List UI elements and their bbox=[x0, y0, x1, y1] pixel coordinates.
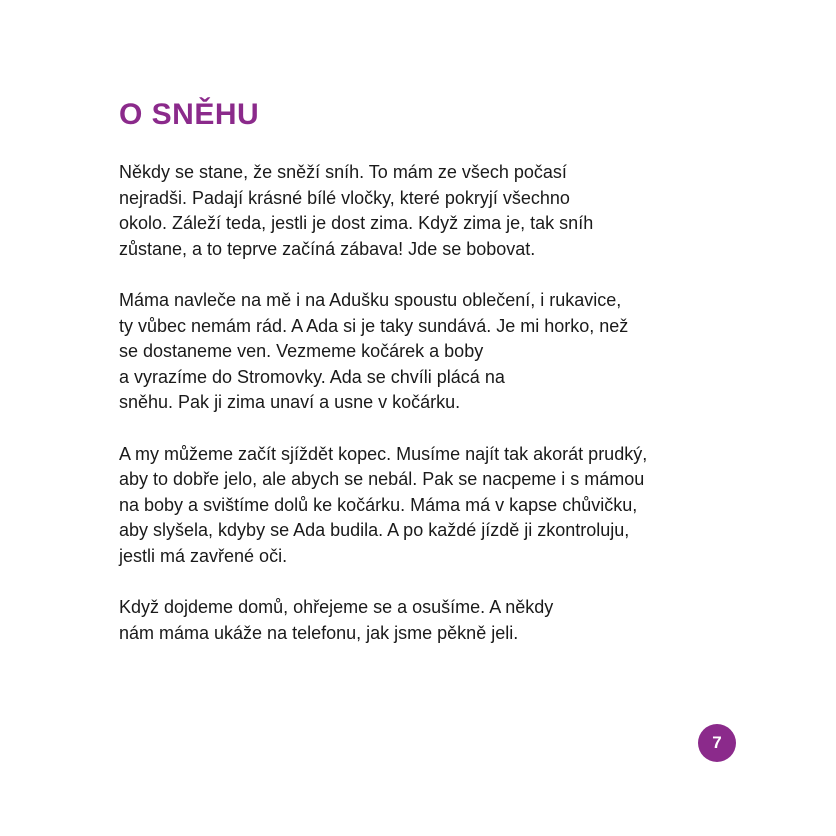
text-line: nám máma ukáže na telefonu, jak jsme pěkně jeli. bbox=[119, 622, 519, 643]
text-line: ty vůbec nemám rád. A Ada si je taky sundává. Je mi horko, než bbox=[119, 315, 629, 336]
paragraph-1 bbox=[119, 160, 759, 262]
text-line: A my můžeme začít sjíždět kopec. Musíme najít tak akorát prudký, bbox=[119, 443, 648, 464]
paragraph-2 bbox=[119, 288, 759, 416]
text-line: aby slyšela, kdyby se Ada budila. A po každé jízdě ji zkontroluju, bbox=[119, 520, 630, 540]
text-line: Někdy se stane, že sněží sníh. To mám ze všech počasí bbox=[119, 162, 567, 182]
text-line: Máma navleče na mě i na Adušku spoustu oblečení, i rukavice, bbox=[119, 290, 622, 310]
paragraph-4 bbox=[119, 595, 759, 646]
text-line: nejradši. Padají krásné bílé vločky, které pokryjí všechno bbox=[119, 187, 570, 208]
paragraph-3 bbox=[119, 442, 759, 570]
story-text bbox=[119, 160, 759, 672]
text-line: se dostaneme ven. Vezmeme kočárek a boby bbox=[119, 341, 484, 361]
page-title: O SNĚHU bbox=[119, 98, 260, 131]
text-line: okolo. Záleží teda, jestli je dost zima. Když zima je, tak sníh bbox=[119, 213, 594, 233]
text-line: Když dojdeme domů, ohřejeme se a osušíme. A někdy bbox=[119, 597, 554, 617]
page-number-badge bbox=[698, 724, 736, 762]
text-line: na boby a svištíme dolů ke kočárku. Máma má v kapse chůvičku, bbox=[119, 494, 638, 515]
text-line: aby to dobře jelo, ale abych se nebál. Pak se nacpeme i s mámou bbox=[119, 469, 645, 489]
text-line: a vyrazíme do Stromovky. Ada se chvíli plácá na bbox=[119, 366, 505, 387]
text-line: jestli má zavřené oči. bbox=[119, 545, 288, 566]
text-line: sněhu. Pak ji zima unaví a usne v kočárku. bbox=[119, 392, 461, 412]
page-number: 7 bbox=[712, 733, 722, 752]
text-line: zůstane, a to teprve začíná zábava! Jde se bobovat. bbox=[119, 238, 536, 259]
